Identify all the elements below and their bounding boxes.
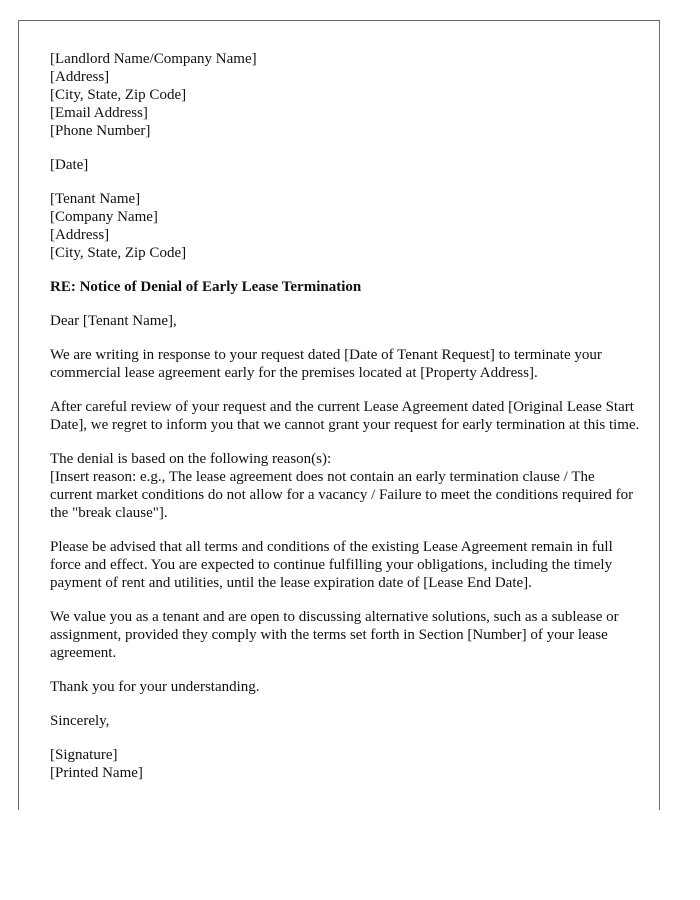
- subject-line: RE: Notice of Denial of Early Lease Termination: [50, 279, 362, 295]
- sender-phone: [Phone Number]: [50, 123, 151, 139]
- paragraph-obligations: Please be advised that all terms and conditions of the existing Lease Agreement remain in full force and effect. You are expected to continue fulfilling your obligations, including the timely payment of rent and utilities, until the lease expiration date of [Lease End Date].: [50, 539, 613, 591]
- recipient-company: [Company Name]: [50, 209, 158, 225]
- printed-name: [Printed Name]: [50, 765, 143, 781]
- letter-body: [50, 50, 640, 798]
- letter-date: [50, 156, 640, 174]
- signature-block: [50, 746, 640, 782]
- recipient-name: [Tenant Name]: [50, 191, 141, 207]
- paragraph-reasons: [50, 450, 640, 522]
- paragraph-thanks: Thank you for your understanding.: [50, 679, 260, 695]
- salutation: Dear [Tenant Name],: [50, 313, 177, 329]
- sender-street: [Address]: [50, 69, 110, 85]
- sender-address: [50, 50, 640, 140]
- paragraph-request: We are writing in response to your request dated [Date of Tenant Request] to terminate your commercial lease agreement early for the premises located at [Property Address].: [50, 347, 602, 381]
- reasons-intro: The denial is based on the following reason(s):: [50, 451, 332, 467]
- paragraph-alternatives: We value you as a tenant and are open to discussing alternative solutions, such as a sublease or assignment, provided they comply with the terms set forth in Section [Number] of your lease agreement.: [50, 609, 619, 661]
- closing: Sincerely,: [50, 713, 110, 729]
- date-text: [Date]: [50, 157, 89, 173]
- sender-city: [City, State, Zip Code]: [50, 87, 187, 103]
- sender-name: [Landlord Name/Company Name]: [50, 51, 257, 67]
- paragraph-decision: After careful review of your request and the current Lease Agreement dated [Original Lease Start Date], we regret to inform you that we cannot grant your request for early termination at this time.: [50, 399, 640, 433]
- recipient-street: [Address]: [50, 227, 110, 243]
- reasons-detail: [Insert reason: e.g., The lease agreement does not contain an early termination clause / The current market conditions do not allow for a vacancy / Failure to meet the conditions required for the "break clause"].: [50, 469, 634, 521]
- signature-line: [Signature]: [50, 747, 118, 763]
- sender-email: [Email Address]: [50, 105, 148, 121]
- letter-page: [18, 20, 660, 810]
- recipient-address: [50, 190, 640, 262]
- recipient-city: [City, State, Zip Code]: [50, 245, 187, 261]
